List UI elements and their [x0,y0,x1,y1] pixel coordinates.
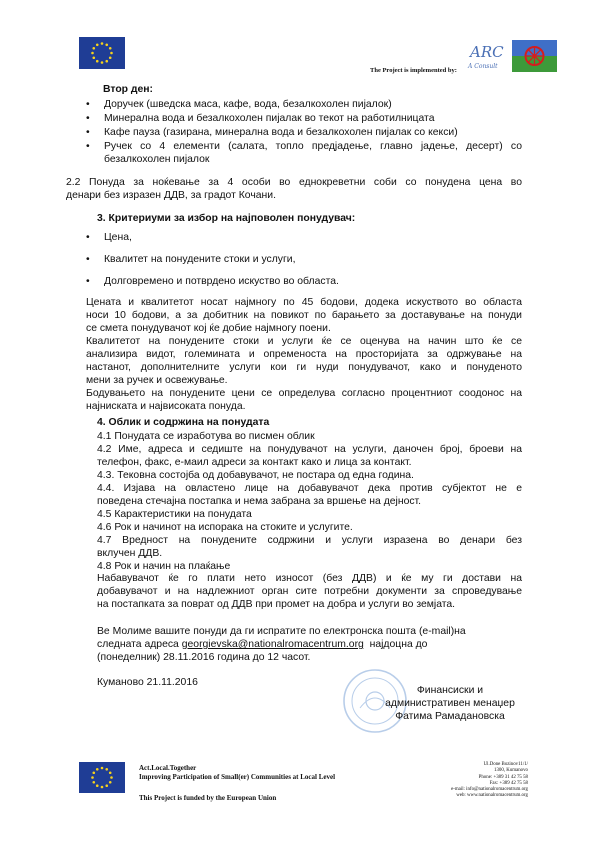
paragraph-submission [97,625,522,664]
list-item: • Квалитет на понудените стоки и услуги, [82,253,522,266]
eu-star-icon [109,56,112,59]
eu-star-icon [91,776,94,779]
form-section [97,416,522,573]
email-link[interactable]: georgievska@nationalromacentrum.org [181,639,364,650]
eu-star-icon [105,43,108,46]
form-line: вклучен ДДВ. [97,548,163,559]
eu-star-icon [105,60,108,63]
form-line: поведена стечајна постапка и нема забрана за вршење на дејност. [97,496,422,507]
eu-flag-footer-icon [79,762,125,793]
footer-address [440,762,528,800]
paragraph-points [86,296,522,335]
form-line: 4.8 Рок и начин на плаќање [97,561,231,572]
eu-star-icon [105,768,108,771]
arc-logo-text: ARC [470,43,504,61]
address-line: Fax: +389 42 75 58 [489,780,528,786]
paragraph-2-2 [66,176,522,202]
form-line: телефон, факс, е-маил адреси за контакт како и лица за контакт. [97,457,412,468]
eu-star-icon [96,784,99,787]
paragraph-quality [86,335,522,387]
eu-star-icon [109,47,112,50]
signature-block [380,684,520,723]
list-item: • Цена, [82,231,522,244]
list-item-line: • Ручек со 4 елементи (салата, топло предјадење, главно јадење, десерт) со [104,141,522,152]
eu-star-icon [101,767,104,770]
text-segment: најдоцна до [363,639,428,650]
list-item [82,140,522,153]
eu-star-icon [96,43,99,46]
criteria-list [82,231,522,288]
eu-star-icon [92,56,95,59]
eu-star-icon [101,786,104,789]
day2-list [82,98,522,166]
address-line: 1300, Kumanovo [494,768,528,774]
footer-line: Improving Participation of Small(er) Communities at Local Level [139,773,336,781]
form-line: 4.4. Изјава на овластено лице на добавувачот дека против субјектот не е [97,483,522,494]
signature-line: Фатима Рамадановска [395,711,505,722]
arc-logo-subtext: A Consult [468,63,498,70]
address-line[interactable]: web: www.nationalromacentrum.org [456,793,528,799]
paragraph-line: 2.2 Понуда за ноќевање за 4 особи во еднокреветни соби со понудена цена во [66,177,522,188]
footer-text [139,764,335,803]
paragraph-line [97,638,522,651]
implemented-by-text: The Project is implemented by: [370,67,457,74]
address-line: Ul.Done Bozinov11/1/ [483,762,528,767]
footer-line: Act.Local.Together [139,764,197,772]
roma-flag-icon [512,40,557,72]
paragraph-line: носи 10 бодови, а за добитник на повикот по барањето за доставување на понуди [86,310,522,321]
paragraph-line: добавувачот и на надлежниот орган сите потребни документи за спроведување [97,586,522,597]
criteria-heading: 3. Критериуми за избор на најповолен понудувач: [97,213,356,224]
text-segment: следната адреса [97,639,182,650]
address-line: Phone: +389 31 42 75 58 [478,774,528,780]
paragraph-line: (понеделник) 28.11.2016 година до 12 часот. [97,652,311,663]
eu-star-icon [101,42,104,45]
paragraph-line: мени за ручек и освежување. [86,375,228,386]
arc-logo [466,41,506,77]
eu-star-icon [92,47,95,50]
paragraph-line: Набавувачот ќе го плати нето износот (без ДДВ) и ќе му ги достави на [97,573,522,584]
paragraph-line: настанот, дополнителните услуги кои ги нуди понудувачот, како и понуденото [86,362,522,373]
list-item-continuation: безалкохолен пијалок [104,154,210,165]
list-item: • Долговремено и потврдено искуство во областа. [82,275,522,288]
paragraph-line: на постапката за поврат од ДДВ при промет на добра и услуги во земјата. [97,599,456,610]
form-line: 4.1 Понудата се изработува во писмен облик [97,431,315,442]
eu-star-icon [109,781,112,784]
paragraph-line: денари без изразен ДДВ, за градот Кочани. [66,190,276,201]
paragraph-vat [97,572,522,611]
eu-star-icon [96,768,99,771]
date-place: Куманово 21.11.2016 [97,677,198,688]
day2-heading: Втор ден: [103,84,154,95]
eu-star-icon [92,781,95,784]
eu-star-icon [101,61,104,64]
signature-line: административен менаџер [385,698,515,709]
signature-line: Финансиски и [416,685,484,696]
paragraph-scoring [86,387,522,413]
footer-line: This Project is funded by the European Union [139,794,277,802]
paragraph-line: Бодувањето на понудените цени се определува согласно процентниот соодонос на [86,388,522,399]
list-item: • Кафе пауза (газирана, минерална вода и безалкохолен пијалак со кекси) [82,126,522,139]
paragraph-line: анализира видот, големината и опременоста на просторијата за одржување на [86,349,522,360]
eu-star-icon [96,60,99,63]
form-line: 4.5 Карактеристики на понудата [97,509,252,520]
form-line: 4.2 Име, адреса и седиште на понудувачот на услуги, даночен број, броеви на [97,444,522,455]
list-item: • Доручек (шведска маса, кафе, вода, безалкохолен пијалок) [82,98,522,111]
form-heading: 4. Облик и содржина на понудата [97,417,270,428]
paragraph-line: најниската и највисоката понуда. [86,401,246,412]
eu-star-icon [92,771,95,774]
form-line: 4.6 Рок и начинот на испорака на стоките и услугите. [97,522,353,533]
eu-flag-icon [79,37,125,69]
paragraph-line: се смета понудувачот кој ќе добие најмногу поени. [86,323,331,334]
eu-star-icon [105,784,108,787]
paragraph-line: Ве Молиме вашите понуди да ги испратите по електронска пошта (e-mail)на [97,626,466,637]
eu-star-icon [109,771,112,774]
list-item: • Минерална вода и безалкохолен пијалак во текот на работилницата [82,112,522,125]
form-line: 4.7 Вредност на понудените содржини и услуги изразена во денари без [97,535,522,546]
paragraph-line: Цената и квалитетот носат најмногу по 45 бодови, додека искуството во областа [86,297,522,308]
eu-star-icon [110,52,113,55]
form-line: 4.3. Тековна состојба од добавувачот, не постара од една година. [97,470,414,481]
paragraph-line: Квалитетот на понудените стоки и услуги ќе се оценува на начин што ќе се [86,336,522,347]
eu-star-icon [91,52,94,55]
address-line[interactable]: e-mail: info@nationalromacentrum.org [451,787,528,793]
eu-star-icon [110,776,113,779]
